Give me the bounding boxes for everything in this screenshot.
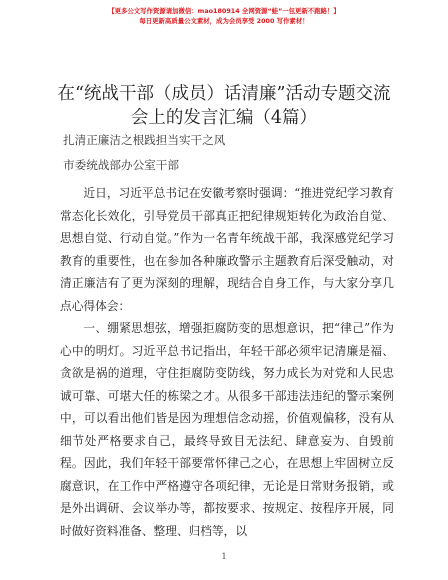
document-body	[60, 182, 394, 542]
promo-line-1: 【更多公文写作资源请加微信：mao180914 全网资源“蛙”一包更新不跑路！】	[108, 7, 340, 15]
document-title: 在“统战干部（成员）话清廉”活动专题交流会上的发言汇编（4篇）	[57, 84, 391, 128]
document-author: 市委统战部办公室干部	[63, 158, 179, 172]
document-subtitle: 扎清正廉洁之根践担当实干之风	[63, 133, 226, 147]
promo-line-2: 每日更新高质量公文素材，成为会员享受 2000 写作素材！	[139, 17, 309, 25]
page-number: 1	[221, 552, 227, 561]
paragraph-point-1: 一、绷紧思想弦，增强拒腐防变的思想意识，把“律己”作为心中的明灯。习近平总书记指出，年轻干部必须牢记清廉是福、贪欲是祸的道理，守住拒腐防变防线，努力成长为对党和人民忠诚可靠、可堪大任的栋梁之才。从很多干部违法违纪的警示案例中，可以看出他们皆是因为理想信念动摇，价值观偏移，没有从细节处严格要求自己，最终导致目无法纪、肆意妄为、自毁前程。因此，我们年轻干部要常怀律己之心，在思想上牢固树立反腐意识，在工作中严格遵守各项纪律，无论是日常财务报销，或是外出调研、会议举办等，都按要求、按规定、按程序开展，同时做好资料准备、整理、归档等，以	[60, 321, 394, 538]
promo-banner	[0, 6, 448, 26]
paragraph-intro: 近日，习近平总书记在安徽考察时强调：“推进党纪学习教育常态化长效化，引导党员干部真正把纪律规矩转化为政治自觉、思想自觉、行动自觉。”作为一名青年统战干部，我深感党纪学习教育的重要性，也在参加各种廉政警示主题教育后深受触动，对清正廉洁有了更为深刻的理解，现结合自身工作，与大家分享几点心得体会：	[60, 186, 394, 313]
